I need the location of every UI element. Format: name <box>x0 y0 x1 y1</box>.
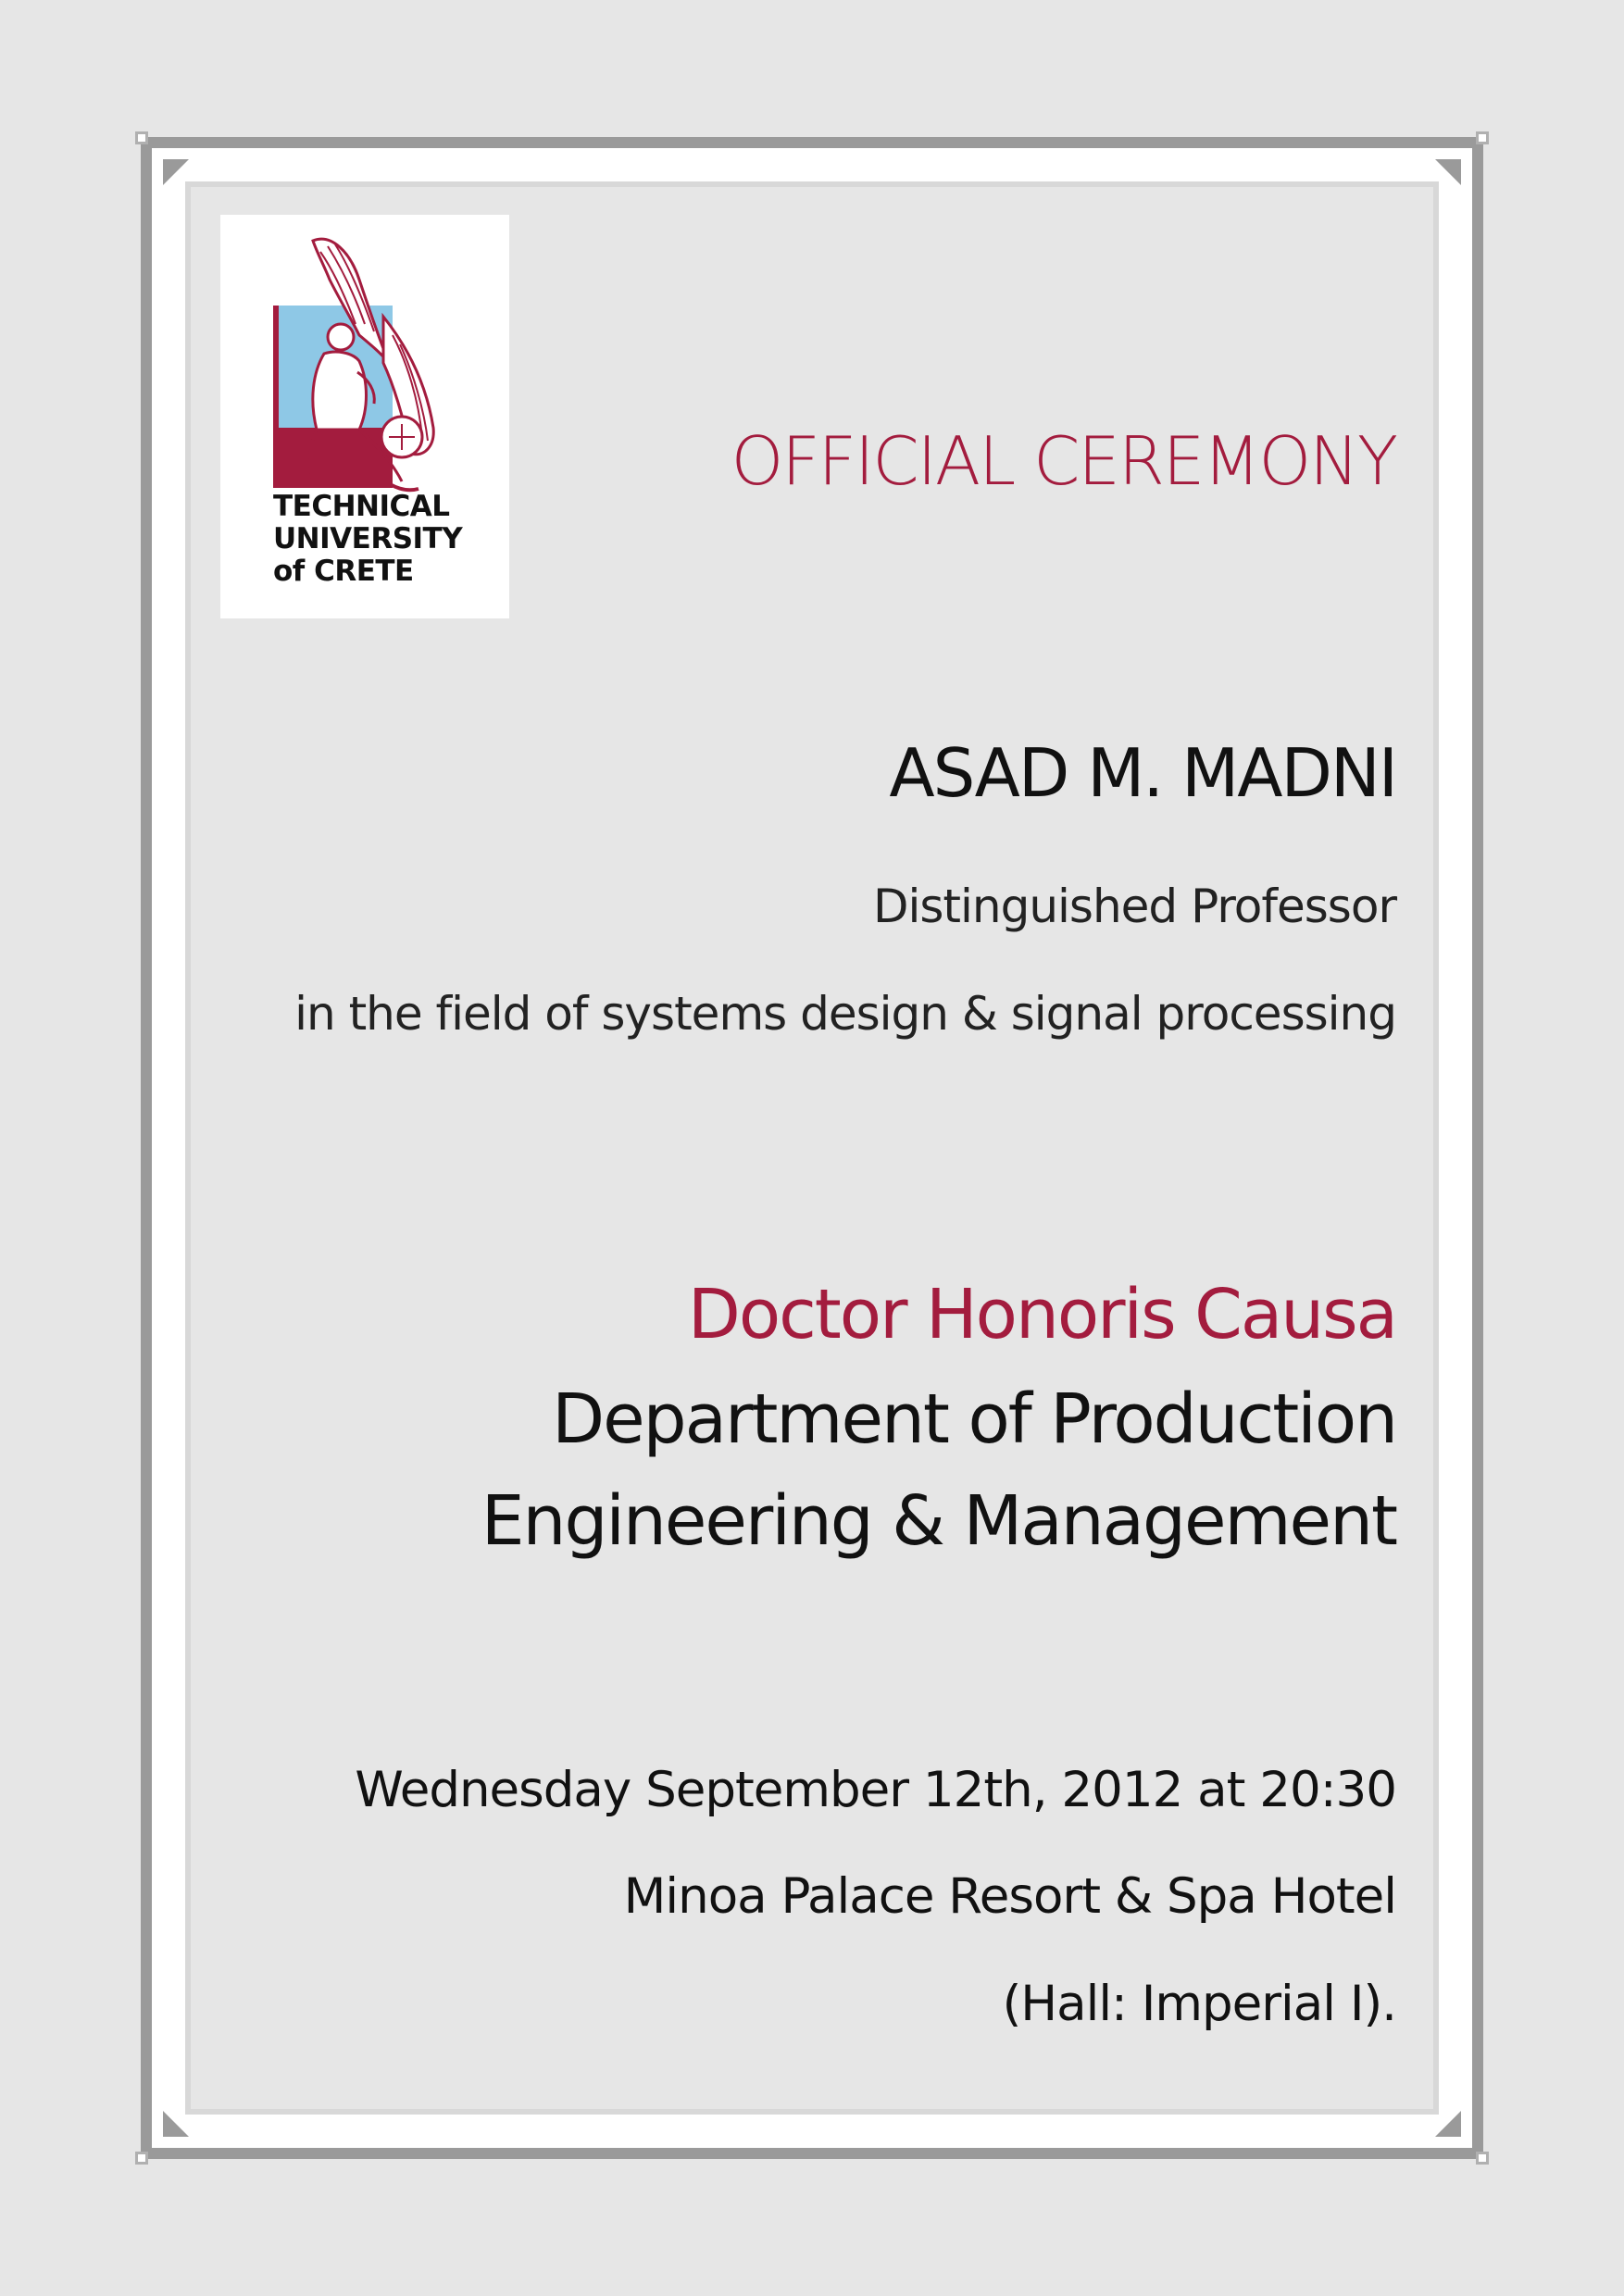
university-logo <box>220 215 509 618</box>
logo-line-2: UNIVERSITY <box>273 522 463 555</box>
corner-ornament-bottom-right <box>1435 2111 1461 2137</box>
honoree-title: Distinguished Professor <box>872 880 1396 933</box>
award-title: Doctor Honoris Causa <box>687 1275 1396 1354</box>
frame-nub <box>1476 2152 1489 2165</box>
frame-nub <box>1476 131 1489 144</box>
corner-ornament-bottom-left <box>163 2111 189 2137</box>
honoree-name: ASAD M. MADNI <box>889 734 1396 812</box>
event-datetime: Wednesday September 12th, 2012 at 20:30 <box>355 1762 1396 1818</box>
event-venue: Minoa Palace Resort & Spa Hotel <box>623 1868 1396 1925</box>
logo-line-3: of CRETE <box>273 555 414 588</box>
logo-wordmark <box>273 491 462 588</box>
frame-nub <box>135 2152 148 2165</box>
honoree-field: in the field of systems design & signal processing <box>294 987 1396 1041</box>
corner-ornament-top-right <box>1435 159 1461 185</box>
ceremony-heading: OFFICIAL CEREMONY <box>731 422 1396 500</box>
logo-line-1: TECHNICAL <box>273 490 450 523</box>
department-line-2: Engineering & Management <box>481 1481 1396 1561</box>
department-line-1: Department of Production <box>552 1379 1396 1459</box>
corner-ornament-top-left <box>163 159 189 185</box>
frame-nub <box>135 131 148 144</box>
event-hall: (Hall: Imperial I). <box>1002 1976 1396 2032</box>
